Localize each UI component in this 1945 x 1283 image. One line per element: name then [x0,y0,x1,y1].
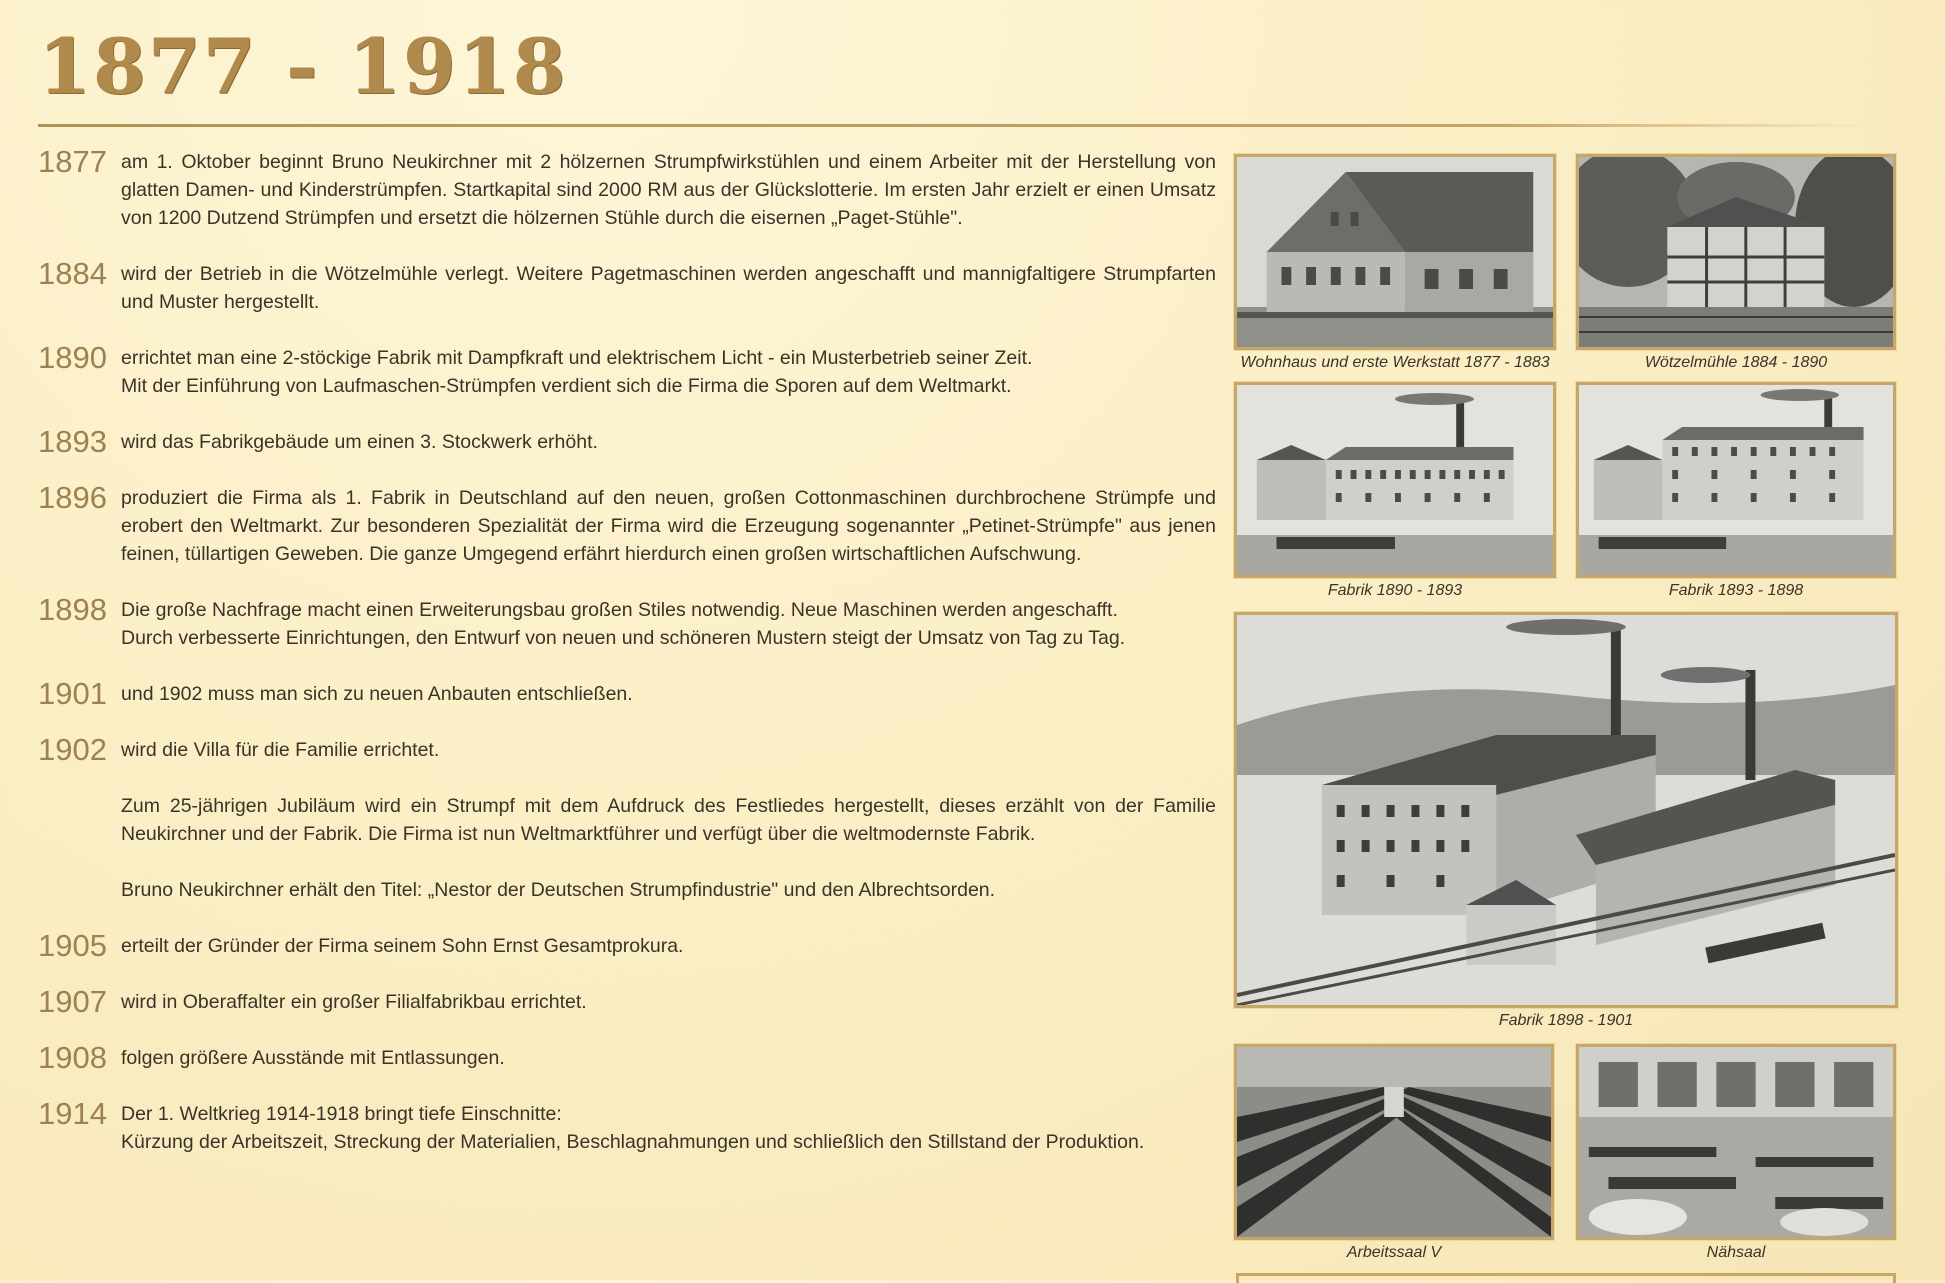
entry-text: folgen größere Ausstände mit Entlassungen. [121,1047,505,1069]
entry-text: Die große Nachfrage macht einen Erweiterungsbau großen Stiles notwendig. Neue Maschinen werden angeschafft. [121,599,1118,621]
photo-image [1234,382,1556,578]
photo-caption: Arbeitssaal V [1346,1244,1442,1261]
entry-text: Kürzung der Arbeitszeit, Streckung der Materialien, Beschlagnahmungen und schließlich den Stillstand der Produktion. [121,1131,1145,1153]
entry-text: produziert die Firma als 1. Fabrik in Deutschland auf den neuen, großen Cottonmaschinen durchbrochene Strümpfe und erobert den Weltmarkt. Zur besonderen Spezialität der Firma wird die Erzeugung sogenannter „Petinet-Strümpfe" aus jenen feinen, tüllartigen Geweben. Die ganze Umgegend erfährt hierdurch einen großen wirtschaftlichen Aufschwung. [121,487,1216,565]
photo-image [1576,1044,1896,1240]
entry-text: Durch verbesserte Einrichtungen, den Entwurf von neuen und schöneren Mustern steigt der Umsatz von Tag zu Tag. [121,627,1126,649]
photo-caption: Fabrik 1893 - 1898 [1668,582,1804,599]
photo-caption: Wohnhaus und erste Werkstatt 1877 - 1883 [1240,354,1550,371]
next-photo-frame [1236,1273,1896,1283]
photo-arbeitssaal [1234,1044,1554,1266]
entry-text: wird die Villa für die Familie errichtet. [121,739,440,761]
entry-year: 1905 [38,928,107,963]
entry-year: 1914 [38,1096,107,1131]
photo-caption: Fabrik 1890 - 1893 [1327,582,1463,599]
entry-year: 1896 [38,480,107,515]
photo-caption: Fabrik 1898 - 1901 [1498,1012,1634,1029]
title-divider [38,124,1868,127]
entry-text: errichtet man eine 2-stöckige Fabrik mit Dampfkraft und elektrischem Licht - ein Musterbetrieb seiner Zeit. [121,347,1033,369]
entry-year: 1901 [38,676,107,711]
entry-year: 1890 [38,340,107,375]
entry-text: Bruno Neukirchner erhält den Titel: „Nestor der Deutschen Strumpfindustrie" und den Albrechtsorden. [121,879,996,901]
entry-text: am 1. Oktober beginnt Bruno Neukirchner mit 2 hölzernen Strumpfwirkstühlen und einem Arbeiter mit der Herstellung von glatten Damen- und Kinderstrümpfen. Startkapital sind 2000 RM aus der Glückslotterie. Im ersten Jahr erzielt er einen Umsatz von 1200 Dutzend Strümpfen und ersetzt die hölzernen Stühle durch die eisernen „Paget-Stühle". [121,151,1216,229]
entry-text: wird der Betrieb in die Wötzelmühle verlegt. Weitere Pagetmaschinen werden angeschafft und mannigfaltigere Strumpfarten und Muster hergestellt. [121,263,1216,313]
photo-fabrik-1898 [1234,612,1898,1034]
entry-year: 1908 [38,1040,107,1075]
photo-image [1576,382,1896,578]
photo-naehsaal [1576,1044,1896,1266]
entry-year: 1907 [38,984,107,1019]
entry-text: Zum 25-jährigen Jubiläum wird ein Strumpf mit dem Aufdruck des Festliedes hergestellt, dieses erzählt von der Familie Neukirchner und der Fabrik. Die Firma ist nun Weltmarktführer und verfügt über die weltmodernste Fabrik. [121,795,1216,845]
photo-woetzelmuehle [1576,154,1896,376]
entry-text: wird in Oberaffalter ein großer Filialfabrikbau errichtet. [121,991,587,1013]
entry-text: und 1902 muss man sich zu neuen Anbauten entschließen. [121,683,633,705]
entry-text: erteilt der Gründer der Firma seinem Sohn Ernst Gesamtprokura. [121,935,684,957]
page-title: 1877 - 1918 [38,22,568,111]
entry-text: wird das Fabrikgebäude um einen 3. Stockwerk erhöht. [121,431,598,453]
entry-year: 1898 [38,592,107,627]
entry-text: Der 1. Weltkrieg 1914-1918 bringt tiefe Einschnitte: [121,1103,562,1125]
photo-fabrik-1893 [1576,382,1896,604]
photo-image [1234,1044,1554,1240]
entry-year: 1884 [38,256,107,291]
photo-caption: Nähsaal [1706,1244,1766,1261]
entry-text: Mit der Einführung von Laufmaschen-Strümpfen verdient sich die Firma die Sporen auf dem Weltmarkt. [121,375,1012,397]
photo-fabrik-1890 [1234,382,1556,604]
entry-year: 1893 [38,424,107,459]
photo-image [1576,154,1896,350]
photo-caption: Wötzelmühle 1884 - 1890 [1644,354,1828,371]
entry-year: 1877 [38,144,107,179]
photo-wohnhaus [1234,154,1556,376]
photo-image [1234,154,1556,350]
photo-image [1234,612,1898,1008]
entry-year: 1902 [38,732,107,767]
